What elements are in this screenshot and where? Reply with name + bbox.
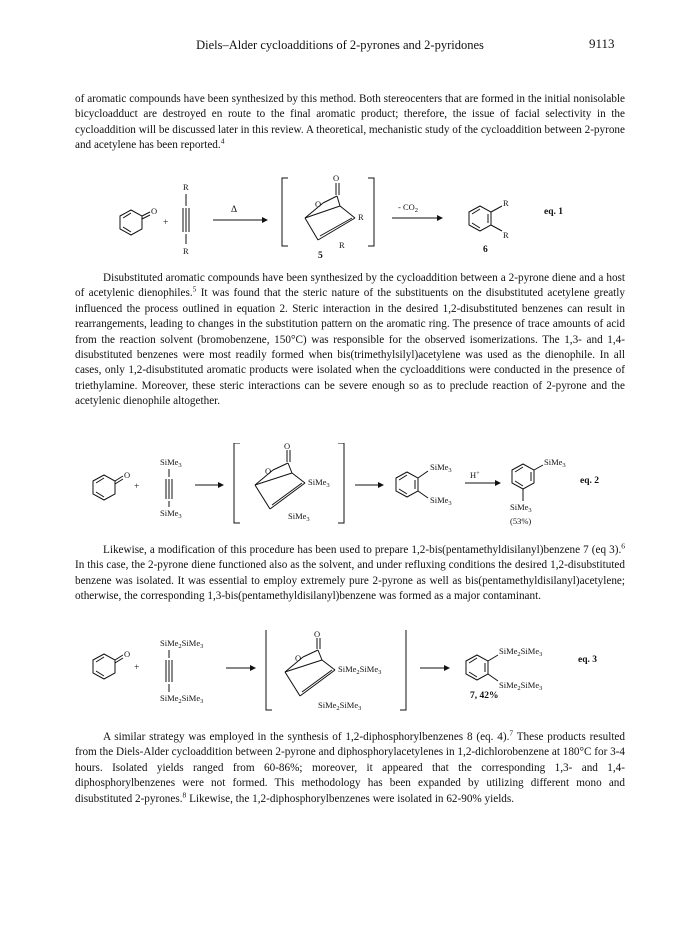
paragraph-4 (75, 730, 625, 807)
bicyclic-r-1: R (358, 212, 364, 222)
alkyne-simes-top: SiMe$_3$ (160, 457, 182, 469)
bicyclic-bridge-o: O (315, 199, 322, 209)
product-si-2: SiMe$_2$SiMe$_3$ (499, 680, 543, 692)
bicyclic-bridge-o: O (265, 466, 272, 476)
reference-5: 5 (192, 284, 197, 294)
scheme-eq2 (0, 443, 680, 533)
equation-label-1: eq. 1 (544, 207, 563, 217)
paragraph-1-text: of aromatic compounds have been synthesized by this method. Both stereocenters that are formed in the initial nonisolable bicycloadduct are destroyed en route to the final aromatic product; therefore, the issue of facial selectivity in the cycloaddition will be discussed later in this review. A theoretical, mechanistic study of the cycloaddition between 2-pyrone and acetylene has been reported. (75, 93, 625, 152)
bicyclic-intermediate (234, 443, 344, 523)
running-header-title: Diels–Alder cycloadditions of 2-pyrones and 2-pyridones (196, 38, 484, 52)
paragraph-4-text-c: Likewise, the 1,2-diphosphorylbenzenes were isolated in 62-90% yields. (186, 792, 515, 805)
compound-label-6: 6 (483, 245, 488, 255)
reference-7: 7 (509, 728, 514, 738)
paragraph-3-text-b: In this case, the 2-pyrone diene functioned also as the solvent, and under refluxing conditions the desired 1,2-disubstituted benzene was isolated. It was essential to employ extremely pure 2-pyrone as well as bis(pentamethyldisilanyl)acetylene; otherwise, the corresponding 1,3-bis(pentamethyldisilanyl)benzene was formed as a major contaminant. (75, 559, 625, 603)
bicyclic-intermediate-5 (282, 173, 374, 261)
paragraph-2-text-a: Disubstituted aromatic compounds have been synthesized by the cycloaddition between a 2-pyrone diene and a host of acetylenic dienophiles. (75, 272, 625, 300)
product-simes-1: SiMe$_3$ (430, 462, 452, 474)
pyrone-carbonyl-o: O (124, 470, 131, 480)
meta-simes-1: SiMe$_3$ (544, 457, 566, 469)
pyrone-carbonyl-o: O (124, 649, 131, 659)
paragraph-4-text-a: A similar strategy was employed in the synthesis of 1,2-diphosphorylbenzenes 8 (eq. 4). (103, 731, 510, 743)
paragraph-1 (75, 92, 625, 154)
pyrone-carbonyl-o: O (151, 206, 158, 216)
bicyclic-simes-1: SiMe$_3$ (308, 477, 330, 489)
equation-label-2: eq. 2 (580, 476, 599, 486)
alkyne-structure (160, 638, 203, 705)
pyrone-structure (93, 649, 130, 679)
paragraph-2-text-b: It was found that the steric nature of the substituents on the disubstituted acetylene greatly influenced the process outlined in equation 2. Steric interaction in the desired 1,2-disubstituted benzenes can result in rearrangements, leading to changes in the substitution pattern on the aromatic ring. The presence of trace amounts of acid from the reaction solvent (bromobenzene, 150°C) was responsible for the observed isomerizations. The 1,3- and 1,4-disubstituted benzenes were most readily formed when bis(trimethylsilyl)acetylene was used as the dienophile. In all cases, only 1,2-disubstituted aromatic products were isolated when the cycloadditions were conducted in the presence of triethylamine. Moreover, these steric interactions can be severe enough so as to preclude reaction of 2-pyrone and the acetylenic dienophile altogether. (75, 287, 625, 408)
alkyne-structure (160, 457, 182, 520)
bicyclic-intermediate (266, 630, 406, 712)
disubstituted-benzene-6 (469, 198, 509, 255)
alkyne-r-bottom: R (183, 246, 189, 256)
product-label-7: 7, 42% (470, 691, 499, 701)
alkyne-structure (183, 182, 189, 256)
paragraph-3 (75, 543, 625, 605)
meta-simes-2: SiMe$_3$ (510, 502, 532, 514)
bicyclic-bridge-o: O (295, 653, 302, 663)
bicyclic-r-2: R (339, 240, 345, 250)
plus-sign: + (134, 482, 140, 492)
bicyclic-si-2: SiMe$_2$SiMe$_3$ (318, 700, 362, 712)
reference-4: 4 (220, 136, 225, 146)
pyrone-structure (93, 470, 130, 500)
bicyclic-simes-2: SiMe$_3$ (288, 511, 310, 523)
reference-6: 6 (621, 541, 625, 551)
product-simes-2: SiMe$_3$ (430, 495, 452, 507)
yield-label: (53%) (510, 516, 532, 526)
minus-co2-label: - $CO_2$ (398, 202, 419, 214)
alkyne-simes-bottom: SiMe$_3$ (160, 508, 182, 520)
paragraph-2 (75, 271, 625, 410)
bicyclic-carbonyl-o: O (314, 630, 321, 639)
product-si-1: SiMe$_2$SiMe$_3$ (499, 646, 543, 658)
acid-catalyst-label: H+ (470, 470, 480, 480)
paragraph-4-text-b: These products resulted from the Diels-Alder cycloaddition between 2-pyrone and diphosphorylacetylenes in 1,2-dichlorobenzene at 180°C for 3-4 hours. Isolated yields ranged from 60-86%; moreover, it appeared that the corresponding 1,3- and 1,4-diphosphorylbenzenes were not formed. This methodology has been expanded by utilizing different mono and disubstituted 2-pyrones. (75, 731, 626, 805)
reference-8: 8 (182, 789, 187, 799)
scheme-eq3 (0, 630, 680, 720)
disilanyl-benzene-7 (466, 646, 542, 701)
alkyne-si-top: SiMe$_2$SiMe$_3$ (160, 638, 204, 650)
alkyne-r-top: R (183, 182, 189, 192)
ortho-product (396, 462, 452, 507)
plus-sign: + (163, 218, 169, 228)
bicyclic-carbonyl-o: O (333, 173, 340, 183)
paragraph-3-text-a: Likewise, a modification of this procedure has been used to prepare 1,2-bis(pentamethyldisilanyl)benzene 7 (eq 3). (103, 544, 622, 556)
meta-product (510, 457, 566, 526)
compound-label-5: 5 (318, 251, 323, 261)
bicyclic-si-1: SiMe$_2$SiMe$_3$ (338, 664, 382, 676)
product-r-1: R (503, 198, 509, 208)
heat-symbol: Δ (231, 205, 238, 215)
pyrone-structure (120, 206, 157, 235)
scheme-eq1 (0, 168, 680, 268)
plus-sign: + (134, 663, 140, 673)
bicyclic-carbonyl-o: O (284, 443, 291, 451)
product-r-2: R (503, 230, 509, 240)
alkyne-si-bottom: SiMe$_2$SiMe$_3$ (160, 693, 204, 705)
equation-label-3: eq. 3 (578, 655, 597, 665)
page-number: 9113 (589, 36, 615, 51)
